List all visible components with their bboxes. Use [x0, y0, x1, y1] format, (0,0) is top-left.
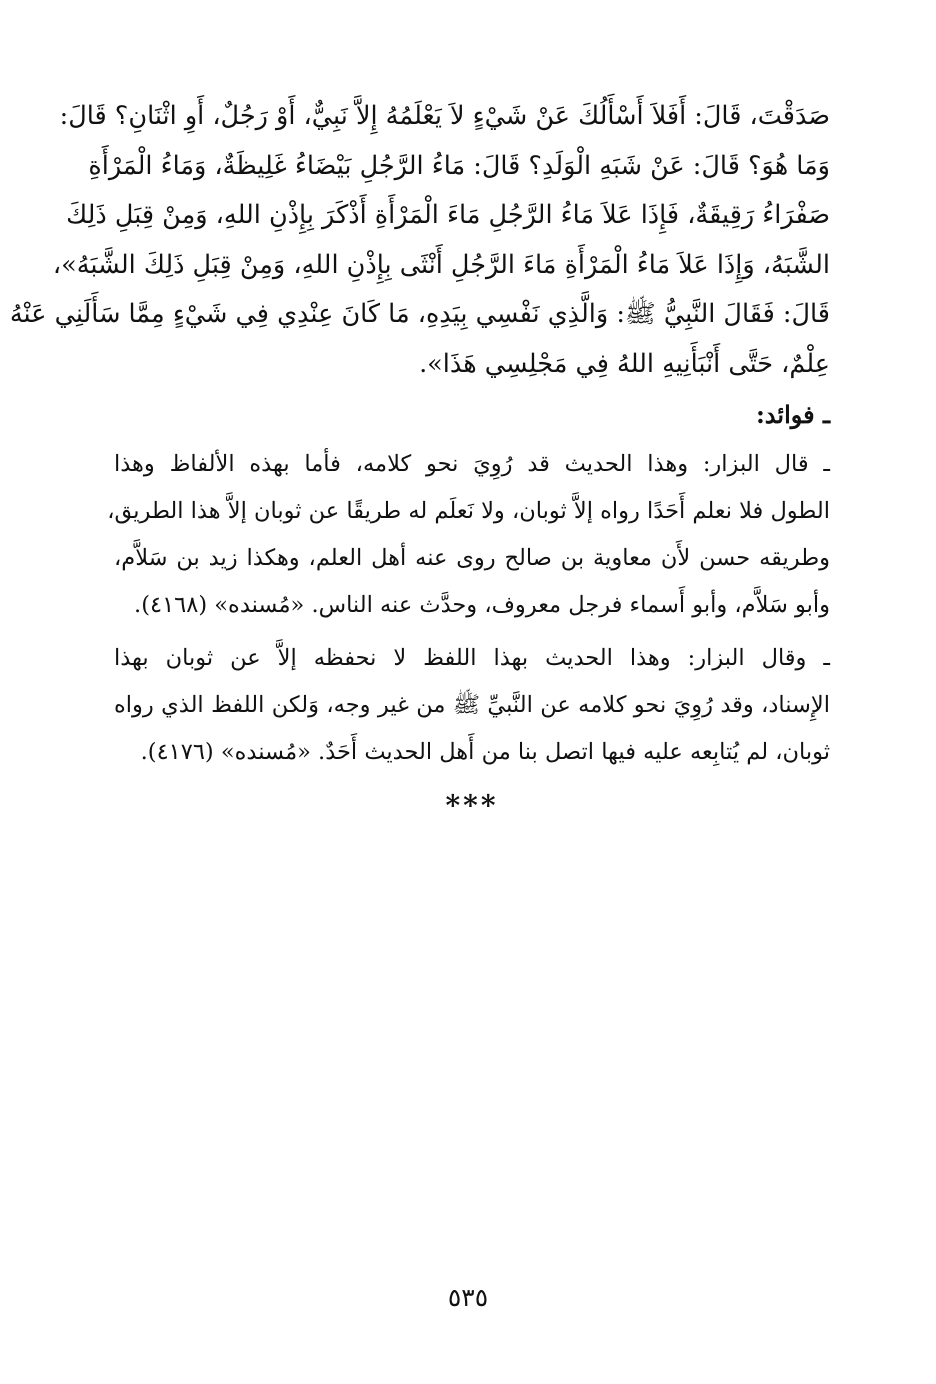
note-line: الطول فلا نعلم أَحَدًا رواه إلاَّ ثوبان، ولا نَعلَم له طريقًا عن ثوبان إلاَّ هذا الطريق، [107, 498, 830, 524]
hadith-line: وَمَا هُوَ؟ قَالَ: عَنْ شَبَهِ الْوَلَدِ؟ قَالَ: مَاءُ الرَّجُلِ بَيْضَاءُ غَلِيظَةٌ، وَمَاءُ الْمَرْأَةِ [88, 150, 830, 181]
page-number: ٥٣٥ [447, 1283, 489, 1312]
fawaid-heading: ـ فوائد: [755, 400, 830, 429]
hadith-line: الشَّبَهُ، وَإِذَا عَلاَ مَاءُ الْمَرْأَةِ مَاءَ الرَّجُلِ أَنْثَى بِإِذْنِ اللهِ، وَمِنْ قِبَلِ ذَلِكَ الشَّبَهُ»، [52, 249, 830, 280]
note-line: وطريقه حسن لأَن معاوية بن صالح روى عنه أهل العلم، وهكذا زيد بن سَلاَّم، [114, 545, 830, 571]
hadith-line: قَالَ: فَقَالَ النَّبِيُّ ﷺ: وَالَّذِي نَفْسِي بِيَدِهِ، مَا كَانَ عِنْدِي فِي شَيْءٍ مِمَّا سَأَلَنِي عَنْهُ [9, 299, 830, 329]
hadith-line: صَفْرَاءُ رَقِيقَةٌ، فَإِذَا عَلاَ مَاءُ الرَّجُلِ مَاءَ الْمَرْأَةِ أَذْكَرَ بِإِذْنِ اللهِ، وَمِنْ قِبَلِ ذَلِكَ [66, 200, 830, 230]
hadith-line: صَدَقْتَ، قَالَ: أَفَلاَ أَسْأَلُكَ عَنْ شَيْءٍ لاَ يَعْلَمُهُ إِلاَّ نَبِيٌّ، أَوْ رَجُلٌ، أَوِ اثْنَانِ؟ قَالَ: [59, 101, 830, 131]
section-separator: *** [445, 789, 499, 822]
note-line: ـ وقال البزار: وهذا الحديث بهذا اللفظ لا نحفظه إلاَّ عن ثوبان بهذا [114, 645, 830, 671]
note-line: الإِسناد، وقد رُوِيَ نحو كلامه عن النَّبيِّ ﷺ من غير وجه، وَلكن اللفظ الذي رواه [114, 692, 830, 718]
note-line: ـ قال البزار: وهذا الحديث قد رُوِيَ نحو كلامه، فأما بهذه الألفاظ وهذا [114, 451, 830, 477]
note-line: ثوبان، لم يُتابِعه عليه فيها اتصل بنا من أَهل الحديث أَحَدٌ. «مُسنده» (٤١٧٦). [140, 739, 830, 765]
note-paragraph [114, 635, 830, 776]
note-paragraph [107, 441, 830, 629]
note-line: وأبو سَلاَّم، وأبو أَسماء فرجل معروف، وحدَّث عنه الناس. «مُسنده» (٤١٦٨). [134, 592, 830, 618]
hadith-text [9, 92, 830, 389]
hadith-line: عِلْمٌ، حَتَّى أَنْبَأَنِيهِ اللهُ فِي مَجْلِسِي هَذَا». [419, 348, 830, 379]
page-body [9, 92, 830, 826]
